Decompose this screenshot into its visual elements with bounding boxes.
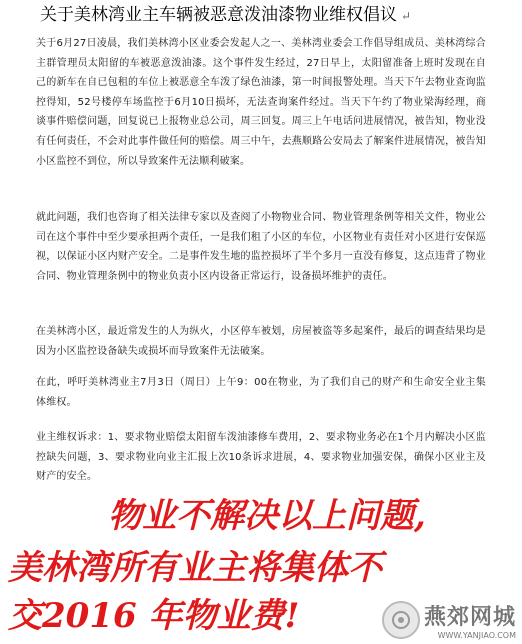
paragraph-other-cases: 在美林湾小区，最近常发生的人为纵火，小区停车被划，房屋被盗等多起案件，最后的调查结果均是因为小区监控设备缺失或损坏而导致案件无法破案。: [36, 326, 486, 357]
watermark-brand: 燕郊网城: [423, 605, 516, 630]
watermark-url: WWW.YANJIAO.COM: [437, 631, 516, 640]
banner-line-2: 美林湾所有业主将集体不: [8, 548, 382, 588]
paragraph-call-to-action: 在此，呼吁美林湾业主7月3日（周日）上午9：00在物业，为了我们自己的财产和生命安全业主集体维权。: [36, 377, 486, 408]
paragraph-incident: 关于6月27日凌晨，我们美林湾小区业委会发起人之一、美林湾业委会工作倡导组成员、美林湾综合主群管理员太阳留的车被恶意泼油漆。这个事件发生经过，27日早上，太阳留准备上班时发现在自己的新车在自已包租的车位上被恶意全车泼了绿色油漆，第一时间报警处理。当天下午去物业查询监控得知，52号楼停车场监控于6月10日损坏，无法查询案件经过。当天下午约了物业梁海经理，商谈事件赔偿问题，回复说已上报物业总公司，周三回复。周三上午电话问进展情况，被告知，物业没有任何责任，不会对此事件做任何的赔偿。周三中午，去燕顺路公安局去了解案件进展情况，被告知小区监控不到位，所以导致案件无法顺利破案。: [36, 38, 486, 167]
paragraph-liability: 就此问题，我们也咨询了相关法律专家以及查阅了小物物业合同、物业管理条例等相关文件，物业公司在这个事件中至少要承担两个责任，一是我们租了小区的车位，小区物业有责任对小区进行安保巡视，以保证小区内财产安全。二是事件发生地的监控损坏了半个多月一直没有修复，这点违背了物业合同、物业管理条例中的物业负责小区内设备正常运行，设备损坏维护的责任。: [36, 212, 486, 282]
title-text: 关于美林湾业主车辆被恶意泼油漆物业维权倡议: [40, 5, 397, 25]
document-title: [40, 4, 480, 27]
banner-line-3: 交2016 年物业费!: [8, 596, 300, 636]
watermark: [366, 600, 516, 640]
paragraph-demands: 业主维权诉求：1、要求物业赔偿太阳留车泼油漆修车费用，2、要求物业务必在1个月内解决小区监控缺失问题，3、要求物业向业主汇报上次10条诉求进展，4、要求物业加强安保，确保小区业主及财产的安全。: [36, 432, 486, 483]
banner-line-1: 物业不解决以上问题,: [108, 496, 426, 536]
paragraph-mark-icon: ↵: [401, 9, 412, 23]
watermark-logo-icon: [382, 601, 420, 639]
